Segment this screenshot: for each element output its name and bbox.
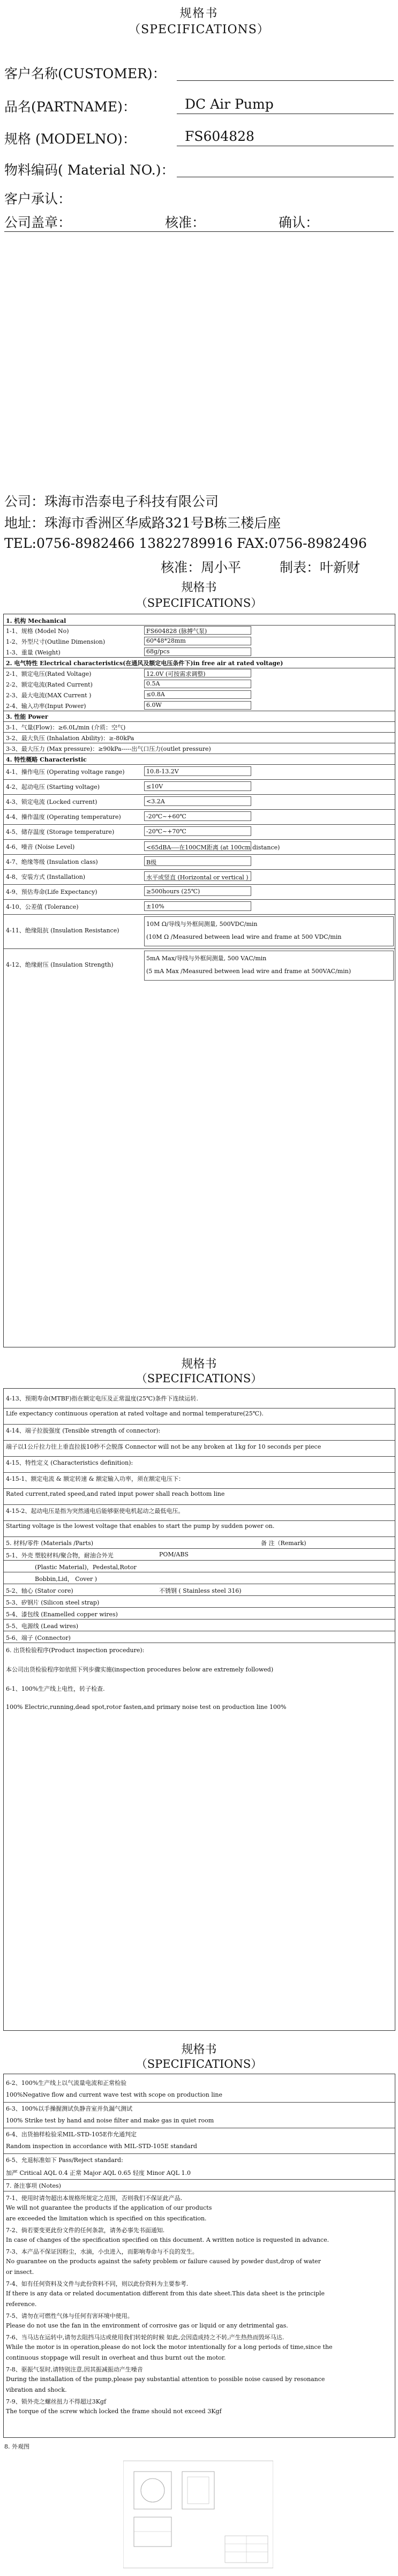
material-row-5-item: 5-3、矽钢片 (Silicon steel strap) [6,1599,100,1606]
drawing-top-view [134,2517,171,2547]
spec-4-1-label: 4-1、操作电压 (Operating voltage range) [6,769,125,775]
spec-4-5-label: 4-5、储存温度 (Storage temperature) [6,828,115,835]
note-row-10: If there is any data or related documentation different from this date sheet.This data sheet is the principle [6,2290,325,2297]
note-row-19: vibration and shock. [6,2386,67,2393]
row-divider [4,839,395,840]
note-row-9: 7-4、如有任何资料及文件与此份资料不同，则以此份资料为主要参考. [6,2280,189,2287]
section-6-title: 6. 出货检验程序(Product inspection procedure): [6,1647,145,1654]
company-name: 公司：珠海市浩泰电子科技有限公司 [4,494,219,509]
row-divider [4,914,395,915]
row-divider [4,1520,395,1521]
row-divider [4,657,395,658]
spec-p3-row-5: 4-15、特性定义 (Characteristics definition): [6,1459,133,1466]
section-5-remark: 备 注（Remark) [261,1540,306,1547]
note-row-15: While the motor is in operation,please do not lock the motor intentionally for a long periods of time,since the [6,2344,333,2351]
spec-4-11-label: 4-11、绝缘阻抗 (Insulation Resistance) [6,927,119,934]
model-value: FS604828 [185,129,254,144]
note-row-5: In case of changes of the specification specified on this document. A written notice is requested in advance. [6,2236,329,2243]
spec-subtitle-2: （SPECIFICATIONS） [136,597,262,609]
material-row-2-desc: (Plastic Material)，Pedestal,Rotor [35,1564,137,1571]
note-row-17: 7-8、驱振气泵时,请特别注意,因其振减振动产生噪音 [6,2366,143,2373]
spec-1-3-value: 68g/pcs [146,648,170,655]
customer-field [177,80,394,81]
spec-p4-row-4: 100% Strike test by hand and noise filter and make gas in quiet room [6,2117,214,2124]
spec-4-12-label: 4-12、绝缘耐压 (Insulation Strength) [6,961,114,968]
note-row-2: We will not guarantee the products if the application of our products [6,2204,212,2211]
spec-title-4: 规格书 [181,2043,217,2057]
customer-label: 客户名称(CUSTOMER)： [4,66,166,81]
partname-value: DC Air Pump [185,96,274,112]
row-divider [4,1536,395,1537]
note-row-12: 7-5、请勿在可燃性气体与任何有害环境中使用。 [6,2313,133,2319]
spec-1-2-value: 60*48*28mm [146,637,186,644]
material-row-1-remark: POM/ABS [159,1551,189,1558]
maker: 制表：叶新财 [280,560,361,575]
spec-p4-row-2: 100%Negative flow and current wave test with scope on production line [6,2091,222,2098]
approver: 核准：周小平 [161,560,242,575]
spec-1-1-label: 1-1、规格 (Model No) [6,628,69,635]
spec-4-5-value: -20℃~+70℃ [146,828,186,835]
note-row-14: 7-6、当马达在运转中,请勿去阻挡马达或使用我们转轮的时候 如此,会因造成持之不转,产生热热而毁坏马达. [6,2334,284,2341]
spec-1-1-value: FS604828 (脉搏气泵) [146,628,207,635]
row-divider [4,721,395,722]
note-row-8: or insect. [6,2269,34,2276]
row-divider [4,1456,395,1457]
note-row-3: are exceeded the limitation which is specified on this specification. [6,2215,207,2222]
note-row-7: No guarantee on the products against the safety problem or failure caused by powder dust,drop of water [6,2258,321,2265]
section-1-title: 1. 机构 Mechanical [6,617,66,624]
spec-4-3-label: 4-3、锁定电流 (Locked current) [6,799,97,805]
spec-4-12-value-a: 5mA Max/导线与外框间测量, 500 VAC/min [146,955,267,962]
outline-drawing [123,2453,273,2576]
signature-line [4,231,394,232]
row-divider [4,884,395,885]
page-title: 规格书 [179,7,219,20]
spec-title-3: 规格书 [181,1358,217,1371]
note-row-6: 7-3、本产品不保证因粉尘，水滴，小虫进入，而影响寿命与不良的发生。 [6,2248,198,2255]
material-row-3-desc: Bobbin,Lid， Cover ) [35,1576,97,1583]
spec-p3-row-8: 4-15-2、起动电压是指为突然通电后能够驱使电机起动之最低电压。 [6,1508,184,1515]
spec-title-2: 规格书 [181,581,217,594]
section-7-title: 7. 备注事项 (Notes) [6,2182,61,2189]
spec-4-6-label: 4-6、噪音 (Noise Level) [6,843,75,850]
note-row-20: 7-9、锁外壳之螺丝扭力不得超过3Kgf [6,2398,107,2405]
row-divider [4,809,395,810]
spec-4-1-value: 10.8-13.2V [146,768,179,775]
note-row-13: Please do not use the fan in the environment of corrosive gas or liquid or any detrimental gas. [6,2322,288,2329]
company-address: 地址：珠海市香洲区华威路321号B栋三楼后座 [4,515,281,531]
note-row-18: During the installation of the pump,please pay substantial attention to possible noise caused by resonance [6,2376,325,2383]
row-divider [4,948,395,949]
spec-4-8-label: 4-8、安装方式 (Installation) [6,873,86,880]
spec-4-4-label: 4-4、操作温度 (Operating temperature) [6,814,121,820]
spec-4-11-value-b: (10M Ω /Measured between lead wire and frame at 500 VDC/min [146,933,342,940]
spec-2-4-label: 2-4、输入功率(Input Power) [6,703,86,710]
note-row-21: The torque of the screw which locked the frame should not exceed 3Kgf [6,2408,222,2415]
row-divider [4,764,395,765]
row-divider [4,2153,395,2154]
section-8-title: 8. 外观图 [4,2443,29,2450]
spec-2-2-label: 2-2、额定电流(Rated Current) [6,681,93,688]
spec-p3-row-6: 4-15-1、额定电流 & 额定转速 & 额定输入功率，须在额定电压下： [6,1475,184,1482]
row-divider [4,2179,395,2180]
spec-p3-row-9: Starting voltage is the lowest voltage that enables to start the pump by sudden power on. [6,1523,275,1530]
spec-6-1: 6-1、100%生产线上电性，转子检查. [6,1685,105,1692]
spec-4-11-value-a: 10M Ω/导线与外框间测量, 500VDC/min [146,921,258,928]
note-row-11: reference. [6,2301,37,2308]
value-cell [144,680,251,688]
row-divider [4,1548,395,1549]
drawing-front-view [134,2472,171,2509]
section-5-title: 5. 材料/零件 (Materials /Parts) [6,1540,94,1547]
spec-2-1-label: 2-1、额定电压(Rated Voltage) [6,671,92,677]
spec-4-9-label: 4-9、预估寿命(Life Expectancy) [6,888,97,895]
spec-2-3-label: 2-3、最大电流(MAX Current ) [6,692,92,699]
row-divider [4,824,395,825]
spec-2-1-value: 12.0V (可按需求调整) [146,671,206,677]
drawing-side-view [182,2472,214,2509]
spec-4-12-value-b: (5 mA Max /Measured between lead wire and frame at 500VAC/min) [146,968,351,975]
spec-p3-row-2: Life expectancy continuous operation at rated voltage and normal temperature(25℃). [6,1410,264,1417]
row-divider [4,1488,395,1489]
spec-p4-row-8: 加严 Critical AQL 0.4 正常 Major AQL 0.65 轻度 Minor AQL 1.0 [6,2170,191,2176]
spec-6-1-en: 100% Electric,running,dead spot,rotor fasten,and primary noise test on production line 100% [6,1704,287,1711]
row-divider [4,625,395,626]
row-divider [4,1424,395,1425]
spec-4-9-value: ≥500hours (25℃) [146,888,200,895]
row-divider [4,1607,395,1608]
value-cell [144,856,251,866]
spec-4-4-value: -20℃~+60℃ [146,813,186,820]
spec-p3-row-3: 4-14、端子拉拔强度 (Tensible strength of connector): [6,1427,161,1434]
spec-table-1 [3,614,395,1347]
section-3-title: 3. 性能 Power [6,713,48,720]
spec-4-8-value: 水平或竖直 (Horizontal or vertical ) [146,874,249,881]
row-divider [4,2102,395,2103]
spec-p4-row-5: 6-4、出货抽样检验采MIL-STD-105E作允通判定 [6,2131,137,2138]
check-label: 核准： [165,215,206,230]
spec-4-6-value: <65dBA----在100CM距离 (at 100cm distance) [146,844,280,851]
spec-3-3: 3-3、最大压力 (Max pressure)：≥90kPa-----出气口压力(outlet pressure) [6,745,211,752]
spec-p4-row-1: 6-2、100%生产线上以气流量电流和正常检验 [6,2080,127,2087]
note-row-16: continuous stoppage will result in overheat and thus burnt out the motor. [6,2354,226,2361]
material-row-4-item: 5-2、轴心 (Stator core) [6,1587,73,1594]
confirm-label: 确认： [279,215,319,230]
spec-subtitle-3: （SPECIFICATIONS） [136,1372,262,1385]
material-row-6-item: 5-4、漆包线 (Enamelled copper wires) [6,1611,118,1618]
row-divider [4,1595,395,1596]
company-fax: FAX:0756-8982496 [237,536,367,551]
note-row-1: 7-1、使用时请勿超出本规格所规定之范围，否则我们不保证此产品. [6,2195,183,2202]
spec-3-1: 3-1、气量(Flow)：≥6.0L/min (介质：空气) [6,724,126,731]
section-4-title: 4. 特性概略 Characteristic [6,756,87,763]
spec-1-3-label: 1-3、重量 (Weight) [6,649,61,656]
spec-p3-row-1: 4-13、预期寿命(MTBF)指在额定电压及正常温度(25℃)条件下连续运转. [6,1395,198,1402]
row-divider [4,1619,395,1620]
spec-4-2-label: 4-2、起动电压 (Starting voltage) [6,784,100,790]
spec-4-2-value: ≤10V [146,783,163,790]
spec-4-7-label: 4-7、绝缘等级 (Insulation class) [6,858,98,865]
section-6-intro: 本公司出货检验程序如依照下列步骤实施(inspection procedures below are extremely followed) [6,1666,274,1673]
row-divider [4,1440,395,1441]
spec-4-3-value: <3.2A [146,798,165,805]
partname-label: 品名(PARTNAME)： [4,99,136,115]
spec-4-10-value: ±10% [146,903,164,910]
row-divider [4,794,395,795]
row-divider [4,779,395,780]
spec-4-10-label: 4-10、公差值 (Tolerance) [6,903,79,910]
note-row-4: 7-2、倘若要变更此份文件的任何条款，请务必事先书面通知. [6,2227,165,2234]
row-divider [4,1472,395,1473]
material-label: 物料编码( Material NO.)： [4,162,175,178]
spec-p3-row-7: Rated current,rated speed,and rated input power shall reach bottom line [6,1490,225,1497]
row-divider [4,899,395,900]
approve-label: 客户承认： [4,191,72,207]
row-divider [4,854,395,855]
spec-subtitle-4: （SPECIFICATIONS） [136,2058,262,2070]
spec-p3-row-4: 端子以1公斤拉力往上垂直拉拔10秒不会脱落 Connector will not be any broken at 1kg for 10 seconds per piece [6,1443,321,1450]
row-divider [4,1504,395,1505]
spec-2-4-value: 6.0W [146,702,162,709]
spec-1-2-label: 1-2、外型尺寸(Outline Dimension) [6,638,106,645]
seal-label: 公司盖章： [4,215,72,230]
row-divider [4,1560,395,1561]
spec-4-7-value: B级 [146,859,157,866]
material-row-7-item: 5-5、电源线 (Lead wires) [6,1623,79,1630]
material-row-1-item: 5-1、外壳 [6,1552,33,1559]
spec-p4-row-7: 6-5、允退标准如下 Pass/Reject standard: [6,2157,123,2164]
section-2-title: 2. 电气特性 Electrical characteristics(在通风及额定电压条件下)in free air at rated voltage) [6,660,283,667]
material-row-1-desc: 塑胶材料/聚合物，耐油合外光 [35,1552,114,1559]
spec-2-2-value: 0.5A [146,680,160,687]
company-tel: TEL:0756-8982466 13822789916 [4,536,233,551]
page-subtitle: （SPECIFICATIONS） [129,23,269,36]
row-divider [4,869,395,870]
spec-2-3-value: ≤0.8A [146,691,165,698]
spec-table-2 [3,1388,395,2031]
spec-3-2: 3-2、最大负压 (Inhalation Ability)：≥-80kPa [6,735,134,742]
spec-p4-row-3: 6-3、100%以手操握测试负静音室并负漏气测试 [6,2105,133,2112]
model-label: 规格 (MODELNO)： [4,131,136,147]
row-divider [4,732,395,733]
spec-p4-row-6: Random inspection in accordance with MIL-STD-105E standard [6,2143,197,2150]
spec-table-3 [3,2074,395,2438]
material-row-4-remark: 不锈钢 ( Stainless steel 316) [159,1587,242,1594]
material-row-8-item: 5-6、端子 (Connector) [6,1635,71,1641]
